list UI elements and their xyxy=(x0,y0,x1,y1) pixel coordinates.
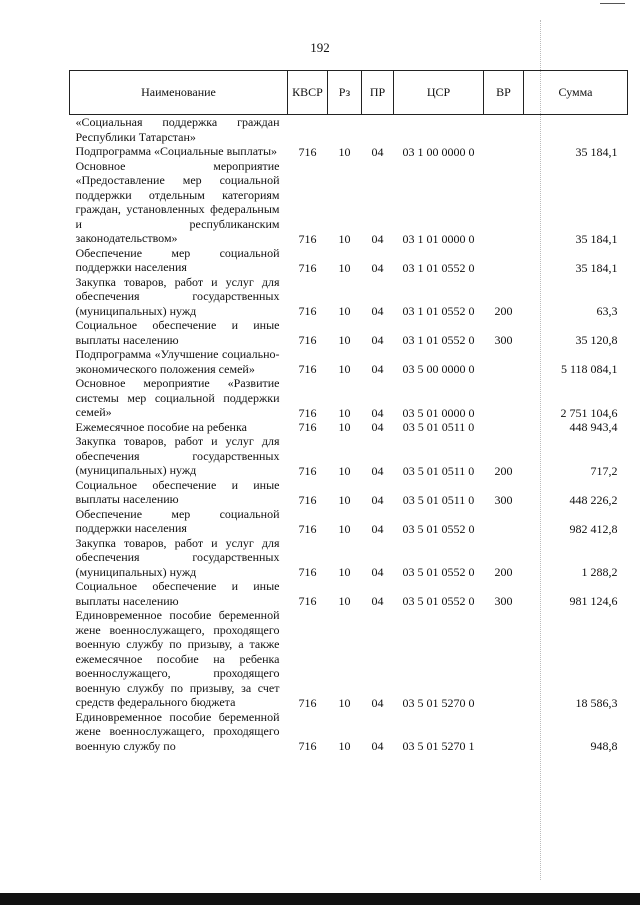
table-row xyxy=(70,376,628,420)
row-sum: 981 124,6 xyxy=(569,594,618,608)
table-row xyxy=(70,536,628,580)
table-row xyxy=(70,246,628,275)
row-pr: 04 xyxy=(371,565,384,579)
row-kvsr: 716 xyxy=(298,463,317,478)
row-kvsr: 716 xyxy=(298,362,317,376)
row-rz: 10 xyxy=(338,492,351,507)
row-vr: 300 xyxy=(494,594,513,608)
row-name: «Социальная поддержка граждан Республики Татарстан» xyxy=(75,115,280,144)
column-header-vr: ВР xyxy=(484,71,524,115)
row-kvsr xyxy=(288,115,328,145)
row-csr xyxy=(394,115,484,145)
row-pr: 04 xyxy=(371,304,384,318)
row-kvsr: 716 xyxy=(298,333,317,347)
row-name: Социальное обеспечение и иные выплаты населению xyxy=(75,477,280,506)
row-csr: 03 1 01 0552 0 xyxy=(402,304,475,318)
row-vr xyxy=(484,246,524,275)
table-row xyxy=(70,347,628,376)
page-number: 192 xyxy=(310,40,330,55)
row-vr xyxy=(484,347,524,376)
row-name: Подпрограмма «Улучшение социально-экономического положения семей» xyxy=(75,347,280,376)
row-pr: 04 xyxy=(371,739,384,753)
row-csr: 03 5 01 0552 0 xyxy=(402,594,475,608)
row-kvsr: 716 xyxy=(298,304,317,318)
row-pr: 04 xyxy=(371,420,384,434)
row-kvsr: 716 xyxy=(298,420,317,434)
scan-bottom-border xyxy=(0,893,640,905)
row-csr: 03 5 01 0511 0 xyxy=(402,463,475,478)
row-rz: 10 xyxy=(338,565,351,579)
row-sum: 35 184,1 xyxy=(575,144,618,159)
row-sum: 35 184,1 xyxy=(575,260,618,275)
row-pr: 04 xyxy=(371,260,384,275)
column-header-name: Наименование xyxy=(70,71,288,115)
row-name: Закупка товаров, работ и услуг для обеспечения государственных (муниципальных) нужд xyxy=(75,535,280,579)
budget-table xyxy=(69,70,628,753)
row-csr: 03 1 00 0000 0 xyxy=(402,144,475,159)
column-header-sum: Сумма xyxy=(524,71,628,115)
row-name: Закупка товаров, работ и услуг для обеспечения государственных (муниципальных) нужд xyxy=(75,434,280,477)
row-sum: 448 226,2 xyxy=(569,492,618,507)
row-csr: 03 5 00 0000 0 xyxy=(402,362,475,376)
row-name: Ежемесячное пособие на ребенка xyxy=(75,419,247,434)
row-rz: 10 xyxy=(338,362,351,376)
row-sum: 448 943,4 xyxy=(569,420,618,434)
row-sum: 5 118 084,1 xyxy=(560,362,618,376)
row-pr: 04 xyxy=(371,231,384,246)
table-body xyxy=(70,115,628,754)
row-name: Единовременное пособие беременной жене военнослужащего, проходящего военную службу по xyxy=(75,709,280,753)
row-vr: 300 xyxy=(494,492,513,507)
row-csr: 03 5 01 5270 1 xyxy=(402,739,475,753)
row-rz: 10 xyxy=(338,333,351,347)
row-pr: 04 xyxy=(371,463,384,478)
row-name: Социальное обеспечение и иные выплаты населению xyxy=(75,318,280,347)
row-name: Закупка товаров, работ и услуг для обеспечения государственных (муниципальных) нужд xyxy=(75,274,280,318)
row-rz: 10 xyxy=(338,420,351,434)
row-pr: 04 xyxy=(371,695,384,710)
table-row xyxy=(70,144,628,159)
row-rz: 10 xyxy=(338,695,351,710)
row-pr xyxy=(362,115,394,145)
row-vr xyxy=(484,608,524,710)
row-name: Основное мероприятие «Развитие системы мер социальной поддержки семей» xyxy=(75,376,280,419)
row-name: Обеспечение мер социальной поддержки населения xyxy=(75,245,280,274)
table-header xyxy=(70,71,628,115)
row-rz: 10 xyxy=(338,260,351,275)
row-kvsr: 716 xyxy=(298,492,317,507)
row-vr: 200 xyxy=(494,463,513,478)
row-sum: 1 288,2 xyxy=(581,565,618,579)
row-rz: 10 xyxy=(338,231,351,246)
row-kvsr: 716 xyxy=(298,231,317,246)
column-header-csr: ЦСР xyxy=(394,71,484,115)
row-csr: 03 5 01 0511 0 xyxy=(402,420,475,434)
table-row xyxy=(70,420,628,435)
row-rz xyxy=(328,115,362,145)
row-name: Единовременное пособие беременной жене военнослужащего, проходящего военную службу по призыву, а также ежемесячное пособие на ребенка военнослужащего, проходящего военную службу по призыву, за счет средств федерального бюджета xyxy=(75,608,280,709)
row-pr: 04 xyxy=(371,362,384,376)
row-name: Обеспечение мер социальной поддержки населения xyxy=(75,506,280,535)
row-sum: 63,3 xyxy=(596,304,618,318)
row-pr: 04 xyxy=(371,521,384,536)
row-sum: 948,8 xyxy=(590,739,618,753)
row-rz: 10 xyxy=(338,739,351,753)
row-kvsr: 716 xyxy=(298,739,317,753)
row-sum: 35 184,1 xyxy=(575,231,618,246)
scan-mark xyxy=(600,3,625,4)
row-vr xyxy=(484,507,524,536)
table-row xyxy=(70,318,628,347)
row-rz: 10 xyxy=(338,405,351,420)
row-csr: 03 5 01 0552 0 xyxy=(402,521,475,536)
row-rz: 10 xyxy=(338,144,351,159)
row-pr: 04 xyxy=(371,333,384,347)
row-rz: 10 xyxy=(338,463,351,478)
row-kvsr: 716 xyxy=(298,565,317,579)
row-csr: 03 5 01 0552 0 xyxy=(402,565,475,579)
row-sum: 18 586,3 xyxy=(575,695,618,710)
table-row xyxy=(70,579,628,608)
row-rz: 10 xyxy=(338,594,351,608)
row-name: Подпрограмма «Социальные выплаты» xyxy=(75,144,278,158)
row-vr: 200 xyxy=(494,304,513,318)
row-csr: 03 5 01 0511 0 xyxy=(402,492,475,507)
row-name: Социальное обеспечение и иные выплаты населению xyxy=(75,579,280,608)
row-pr: 04 xyxy=(371,594,384,608)
row-pr: 04 xyxy=(371,405,384,420)
row-vr xyxy=(484,710,524,754)
table-row xyxy=(70,478,628,507)
table-row xyxy=(70,275,628,319)
row-sum: 35 120,8 xyxy=(575,333,618,347)
row-vr: 300 xyxy=(494,333,513,347)
column-header-rz: Рз xyxy=(328,71,362,115)
row-kvsr: 716 xyxy=(298,260,317,275)
row-kvsr: 716 xyxy=(298,695,317,710)
column-header-kvsr: КВСР xyxy=(288,71,328,115)
row-vr xyxy=(484,376,524,420)
row-sum: 982 412,8 xyxy=(569,521,618,536)
row-rz: 10 xyxy=(338,304,351,318)
row-vr xyxy=(484,159,524,246)
row-rz: 10 xyxy=(338,521,351,536)
row-sum: 2 751 104,6 xyxy=(560,405,618,420)
row-csr: 03 1 01 0000 0 xyxy=(402,231,475,246)
table-row xyxy=(70,507,628,536)
table-row xyxy=(70,434,628,478)
row-csr: 03 5 01 5270 0 xyxy=(402,695,475,710)
row-name: Основное мероприятие «Предоставление мер социальной поддержки отдельным категориям граждан, установленных федеральным и республиканским законодательством» xyxy=(75,158,280,245)
row-pr: 04 xyxy=(371,492,384,507)
row-kvsr: 716 xyxy=(298,521,317,536)
table-row xyxy=(70,710,628,754)
row-vr xyxy=(484,115,524,145)
row-kvsr: 716 xyxy=(298,594,317,608)
table-row xyxy=(70,608,628,710)
row-pr: 04 xyxy=(371,144,384,159)
row-vr xyxy=(484,420,524,435)
table-row xyxy=(70,115,628,145)
row-csr: 03 1 01 0552 0 xyxy=(402,333,475,347)
row-sum: 717,2 xyxy=(590,463,618,478)
table-row xyxy=(70,159,628,246)
row-kvsr: 716 xyxy=(298,144,317,159)
row-sum xyxy=(524,115,628,145)
row-csr: 03 1 01 0552 0 xyxy=(402,260,475,275)
row-vr xyxy=(484,144,524,159)
row-vr: 200 xyxy=(494,565,513,579)
column-header-pr: ПР xyxy=(362,71,394,115)
row-csr: 03 5 01 0000 0 xyxy=(402,405,475,420)
row-kvsr: 716 xyxy=(298,405,317,420)
